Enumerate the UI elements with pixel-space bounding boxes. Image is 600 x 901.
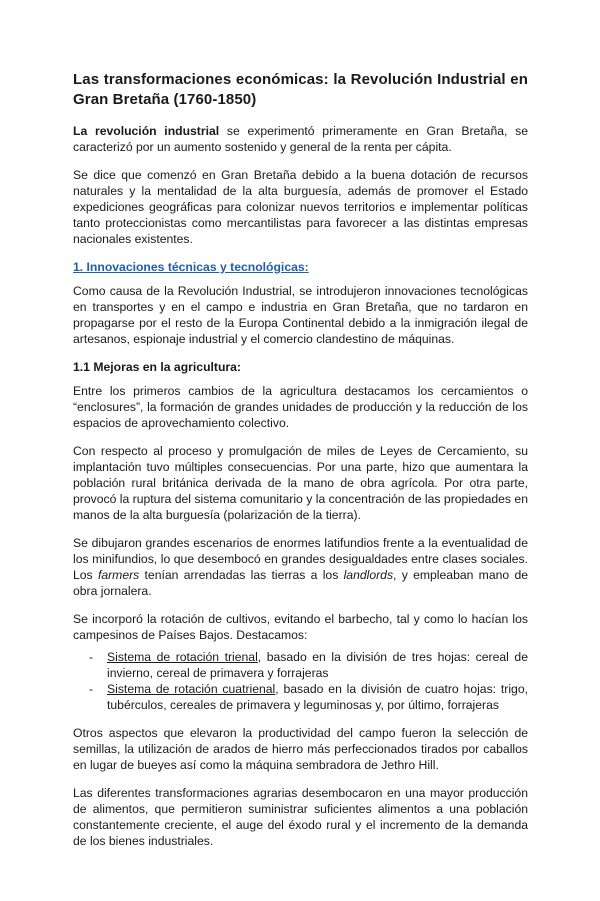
paragraph-text: tenían arrendadas las tierras a los [139, 568, 344, 582]
paragraph-causes: Como causa de la Revolución Industrial, se introdujeron innovaciones tecnológicas en transportes y en el campo e industria en Gran Bretaña, que no tardaron en propagarse por el resto de la Europa Continental debido a la inmigración ilegal de artesanos, espionaje industrial y el comercio clandestino de máquinas. [73, 284, 528, 346]
paragraph-text: , y empleaban mano de obra jornalera. [73, 568, 529, 598]
italic-term: landlords [343, 568, 394, 582]
bold-term: La revolución industrial [73, 124, 220, 138]
paragraph-text: se experimentó primeramente en Gran Bretaña, se caracterizó por un aumento sostenido y general de la renta per cápita. [73, 124, 528, 154]
paragraph-intro [73, 123, 528, 155]
list-term: Sistema de rotación cuatrienal [107, 682, 276, 696]
paragraph-laws: Con respecto al proceso y promulgación de miles de Leyes de Cercamiento, su implantación tuvo múltiples consecuencias. Por una parte, hizo que aumentara la población rural británica derivada de la mano de obra agrícola. Por otra parte, provocó la ruptura del sistema comunitario y la concentración de las propiedades en manos de la alta burguesía (polarización de la tierra). [73, 444, 528, 522]
paragraph-origins: Se dice que comenzó en Gran Bretaña debido a la buena dotación de recursos naturales y la mentalidad de la alta burguesía, además de promover el Estado expediciones geográficas para colonizar nuevos territorios e implementar políticas tanto proteccionistas como mercantilistas para favorecer a las distintas empresas nacionales existentes. [73, 168, 528, 246]
document-title: Las transformaciones económicas: la Revolución Industrial en Gran Bretaña (1760-1850) [73, 71, 528, 108]
paragraph-productivity: Otros aspectos que elevaron la productividad del campo fueron la selección de semillas, la utilización de arados de hierro más perfeccionados tirados por caballos en lugar de bueyes así como la máquina sembradora de Jethro Hill. [73, 726, 528, 772]
list-item [73, 681, 528, 713]
list-term: Sistema de rotación trienal [107, 650, 258, 664]
paragraph-rotation: Se incorporó la rotación de cultivos, evitando el barbecho, tal y como lo hacían los campesinos de Países Bajos. Destacamos: [73, 612, 528, 642]
rotation-list [73, 649, 528, 713]
subsection-heading-agriculture: 1.1 Mejoras en la agricultura: [73, 360, 241, 374]
paragraph-enclosures: Entre los primeros cambios de la agricultura destacamos los cercamientos o “enclosures”, la formación de grandes unidades de producción y la reducción de los espacios de aprovechamiento colectivo. [73, 384, 528, 430]
italic-term: farmers [97, 568, 140, 582]
paragraph-text: Se dibujaron grandes escenarios de enormes latifundios frente a la eventualidad de los minifundios, lo que desembocó en grandes desigualdades entre clases sociales. Los [73, 536, 528, 582]
paragraph-consequences: Las diferentes transformaciones agrarias desembocaron en una mayor producción de alimentos, que permitieron suministrar suficientes alimentos a una población constantemente creciente, el auge del éxodo rural y el incremento de la demanda de los bienes industriales. [73, 786, 528, 848]
section-heading-innovations[interactable]: 1. Innovaciones técnicas y tecnológicas: [73, 260, 309, 274]
list-text: , basado en la división de cuatro hojas: trigo, tubérculos, cereales de primavera y leguminosas y, por último, forrajeras [107, 682, 528, 712]
list-item [73, 649, 528, 681]
paragraph-latifundios [73, 535, 528, 599]
list-text: , basado en la división de tres hojas: cereal de invierno, cereal de primavera y forrajeras [107, 650, 528, 680]
